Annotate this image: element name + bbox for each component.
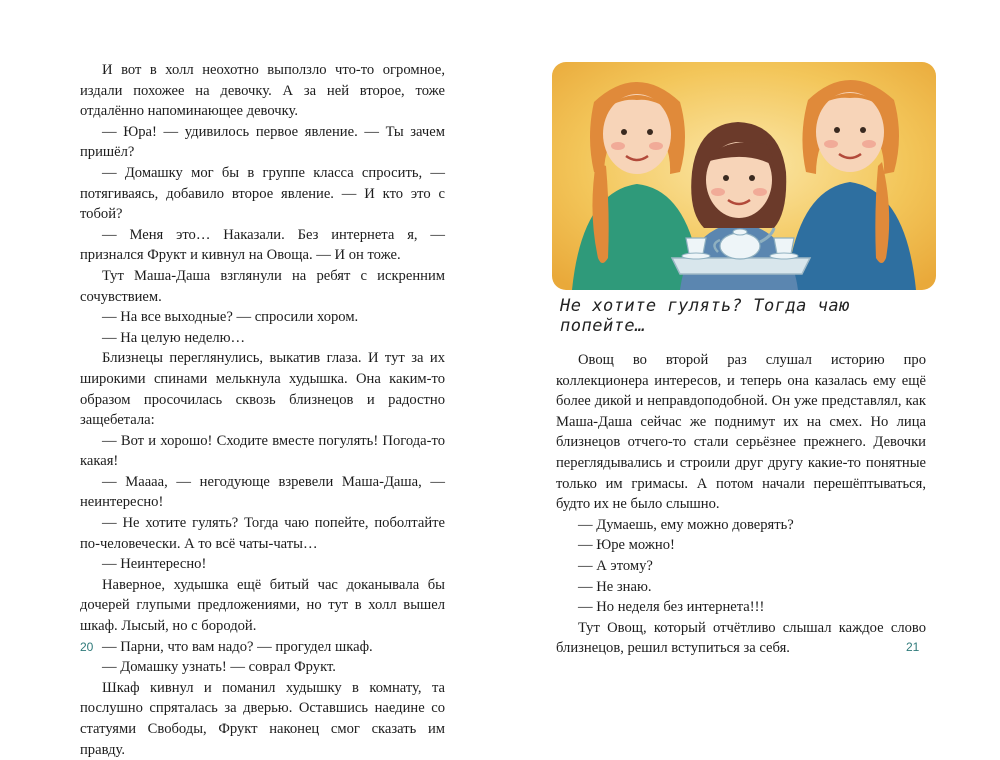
tray [672, 258, 810, 274]
right-girl-face [816, 92, 884, 172]
paragraph: Тут Маша-Даша взглянули на ребят с искренним сочувствием. [80, 267, 445, 305]
paragraph: Шкаф кивнул и поманил худышку в комнату, та послушно спряталась за дверью. Оставшись наедине со статуями Свободы, Фрукт наконец смог сказать им правду. [80, 679, 445, 758]
paragraph: — А этому? [578, 557, 653, 574]
paragraph: — Парни, что вам надо? — прогудел шкаф. [102, 638, 373, 655]
paragraph: — Но неделя без интернета!!! [578, 599, 765, 616]
paragraph: Близнецы переглянулись, выкатив глаза. И тут за их широкими спинами мелькнула худышка. Она каким-то образом просочилась сквозь близнецов и радостно защебетала: [80, 350, 445, 429]
paragraph: — Домашку узнать! — соврал Фрукт. [102, 659, 336, 676]
paragraph: — На целую неделю… [102, 329, 246, 346]
paragraph: — Меня это… Наказали. Без интернета я, — признался Фрукт и кивнул на Овоща. — И он тоже. [80, 226, 445, 264]
paragraph: — Неинтересно! [102, 556, 207, 573]
paragraph: Тут Овощ, который отчётливо слышал каждое слово близнецов, решил вступиться за себя. [556, 619, 926, 657]
left-girl-face [603, 94, 671, 174]
right-page-text [556, 350, 926, 659]
paragraph: — Думаешь, ему можно доверять? [578, 516, 794, 533]
paragraph: — Маааа, — негодующе взревели Маша-Даша, — неинтересно! [80, 473, 445, 511]
paragraph: Овощ во второй раз слушал историю про коллекционера интересов, и теперь она казалась ему ещё более дикой и неправдоподобной. Он уже представлял, как Маша-Даша сейчас же поднимут их на смех. Но лица близнецов отчего-то стали серьёзнее прежнего. Девочки переглядывались и строили друг другу какие-то понятные только им гримасы. А потом начали перешёптываться, будто их не было слышно. [556, 352, 926, 513]
paragraph: Наверное, худышка ещё битый час доканывала бы дочерей глупыми предложениями, но тут в холл вышел шкаф. Лысый, но с бородой. [80, 576, 445, 635]
page-number-right: 21 [906, 640, 920, 654]
page-number-left: 20 [80, 640, 94, 654]
tea-party-illustration [552, 62, 936, 290]
paragraph: — Не хотите гулять? Тогда чаю попейте, поболтайте по-человечески. А то всё чаты-чаты… [80, 515, 445, 552]
paragraph: — Домашку мог бы в группе класса спросить, — потягиваясь, добавило второе явление. — И кто это с тобой? [80, 164, 445, 223]
paragraph: — Вот и хорошо! Сходите вместе погулять! Погода-то какая! [80, 432, 445, 470]
paragraph: — Юре можно! [578, 537, 675, 554]
paragraph: — Не знаю. [578, 578, 652, 595]
left-page-text [80, 60, 445, 760]
paragraph: — На все выходные? — спросили хором. [102, 309, 359, 326]
paragraph: И вот в холл неохотно выползло что-то огромное, издали похожее на девочку. А за ней второе, тоже отдалённо напоминающее девочку. [80, 62, 445, 120]
illustration-caption: Не хотите гулять? Тогда чаю попейте… [560, 296, 850, 336]
paragraph: — Юра! — удивилось первое явление. — Ты зачем пришёл? [80, 123, 445, 161]
